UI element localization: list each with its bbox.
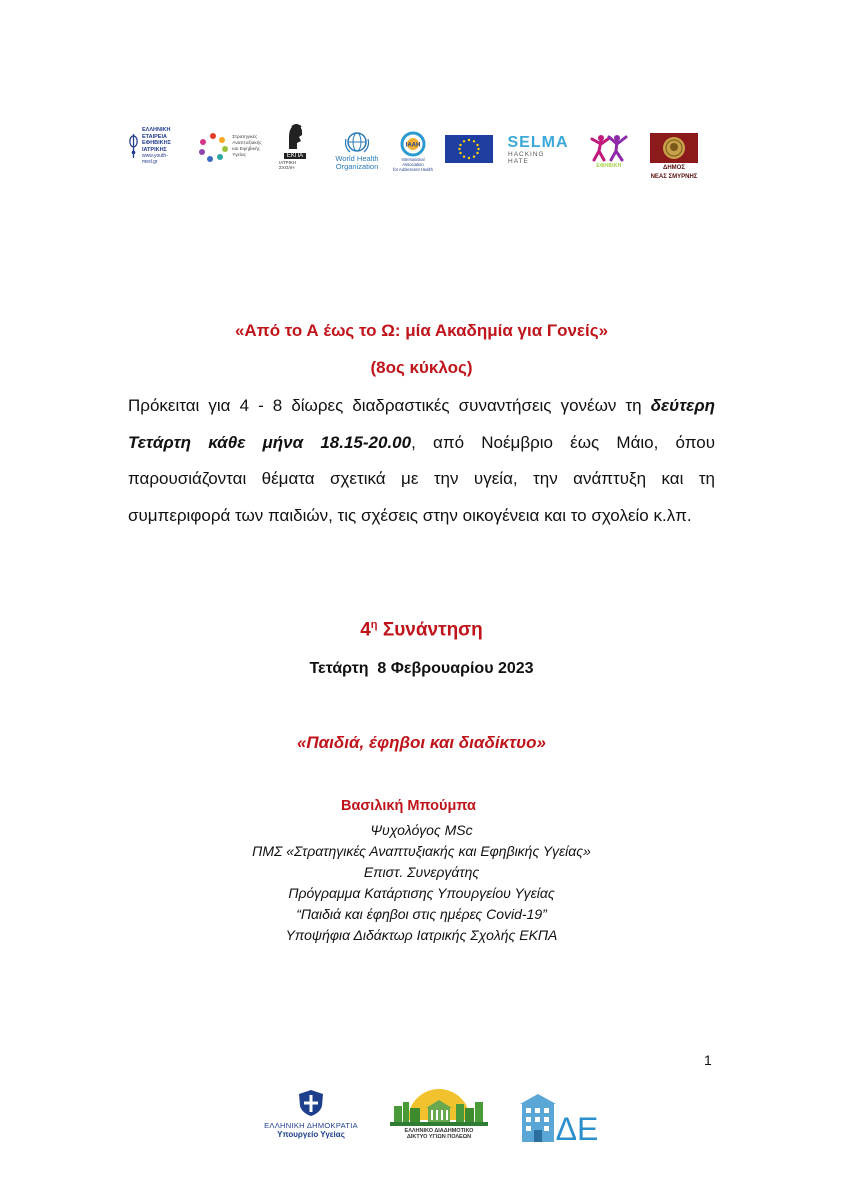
people-circle-icon <box>198 132 228 162</box>
gov-line-2: Υπουργείο Υγείας <box>277 1129 345 1139</box>
eefi-url: www.youth-med.gr <box>142 153 168 165</box>
speaker-credential-line: “Παιδιά και έφηβοι στις ημέρες Covid-19” <box>296 906 547 922</box>
ade-building-icon <box>518 1090 600 1146</box>
page-number: 1 <box>704 1052 712 1068</box>
healthy-cities-network-logo <box>388 1083 490 1143</box>
ade-text: ΔΕ <box>555 1111 599 1146</box>
intro-paragraph <box>128 388 715 534</box>
dimos-line-1: ΔΗΜΟΣ <box>663 165 685 171</box>
eefi-emblem-icon <box>128 131 139 161</box>
iaah-line-2: for Adolescent Health <box>393 166 433 172</box>
gov-line-1: ΕΛΛΗΝΙΚΗ ΔΗΜΟΚΡΑΤΙΑ <box>264 1120 358 1130</box>
strategy-line-4: Υγείας <box>232 153 246 158</box>
meeting-topic: «Παιδιά, έφηβοι και διαδίκτυο» <box>296 733 547 752</box>
eefi-line-2: ΕΤΑΙΡΕΙΑ <box>142 133 167 140</box>
strategy-program-logo <box>195 128 265 166</box>
iaah-line-1: International Association <box>401 156 425 167</box>
ministry-of-health-logo <box>255 1083 367 1143</box>
ephibos-text: ΕΦΗΒΙΚΗ <box>596 163 622 169</box>
speaker-credential-line: Υποψήφια Διδάκτωρ Ιατρικής Σχολής ΕΚΠΑ <box>285 927 558 943</box>
strategy-line-1: Στρατηγικές <box>232 135 258 140</box>
selma-wordmark: SELMA <box>507 133 569 151</box>
ekpa-logo <box>279 120 311 172</box>
athena-head-icon <box>284 123 306 151</box>
coin-emblem-icon <box>661 135 687 161</box>
eefi-line-3: ΕΦΗΒΙΚΗΣ <box>142 140 171 146</box>
dimos-line-2: ΝΕΑΣ ΣΜΥΡΝΗΣ <box>650 174 698 180</box>
strategy-line-2: Αναπτυξιακής <box>232 141 262 146</box>
meeting-date: Τετάρτη 8 Φεβρουαρίου 2023 <box>309 660 534 677</box>
speaker-credential-line: Ψυχολόγος MSc <box>370 822 473 838</box>
eefi-line-4: ΙΑΤΡΙΚΗΣ <box>142 146 167 153</box>
academy-title: «Από το Α έως το Ω: μία Ακαδημία για Γονείς» <box>234 321 609 340</box>
intro-part-2: , από Νοέμβριο έως Μάιο, όπου παρουσιάζονται θέματα σχετικά με την υγεία, την ανάπτυξη και τη συμπεριφορά των παιδιών, τις σχέσεις στην οικογένεια και το σχολείο κ.λπ. <box>128 432 716 525</box>
svg-text:IAAH: IAAH <box>405 142 421 148</box>
dimos-emblem <box>650 133 698 163</box>
selma-logo <box>508 134 568 164</box>
jumping-people-icon <box>589 133 629 163</box>
who-line-2: Organization <box>335 162 379 171</box>
dimos-nea-smyrni-logo <box>650 133 698 181</box>
cycle-label: (8ος κύκλος) <box>370 358 473 377</box>
greek-coat-of-arms-icon <box>296 1088 326 1118</box>
speaker-name: Βασιλική Μπούμπα <box>341 798 476 814</box>
city-skyline-sun-icon <box>390 1086 488 1128</box>
eefi-logo <box>128 126 180 166</box>
eefi-line-1: ΕΛΛΗΝΙΚΗ <box>142 127 171 133</box>
meeting-ordinal: η <box>370 619 378 631</box>
ade-logo <box>518 1090 600 1146</box>
iaah-circle-icon <box>400 131 426 157</box>
speaker-credential-line: ΠΜΣ «Στρατηγικές Αναπτυξιακής και Εφηβικής Υγείας» <box>252 843 591 859</box>
meeting-label: Συνάντηση <box>382 619 483 641</box>
ekpa-subtitle: ΙΑΤΡΙΚΗ ΣΧΟΛΗ <box>279 159 297 170</box>
ekpa-badge: ΕΚΠΑ <box>284 153 306 159</box>
eu-flag-icon <box>445 135 493 163</box>
network-line-1: ΕΛΛΗΝΙΚΟ ΔΙΑΔΗΜΟΤΙΚΟ <box>404 1128 474 1134</box>
strategy-line-3: και Εφηβικής <box>232 147 260 152</box>
speaker-credential-line: Επιστ. Συνεργάτης <box>363 864 480 880</box>
meeting-heading <box>0 619 843 641</box>
intro-part-1: Πρόκειται για 4 - 8 δίωρες διαδραστικές συναντήσεις γονέων τη <box>128 396 651 415</box>
who-line-1: World Health <box>335 154 379 163</box>
speaker-credential-line: Πρόγραμμα Κατάρτισης Υπουργείου Υγείας <box>288 885 555 901</box>
iaah-logo <box>391 129 435 173</box>
who-logo <box>333 127 381 175</box>
ephibos-logo <box>578 130 640 172</box>
selma-tagline: HACKING HATE <box>508 150 545 165</box>
network-line-2: ΔΙΚΤΥΟ ΥΓΙΩΝ ΠΟΛΕΩΝ <box>406 1134 472 1140</box>
meeting-number: 4 <box>360 619 371 641</box>
intro-schedule-emphasis: δεύτερη Τετάρτη κάθε μήνα 18.15-20.00 <box>128 396 715 452</box>
speaker-credentials <box>0 820 843 946</box>
eu-flag-logo <box>445 135 493 163</box>
who-globe-icon <box>344 131 370 155</box>
